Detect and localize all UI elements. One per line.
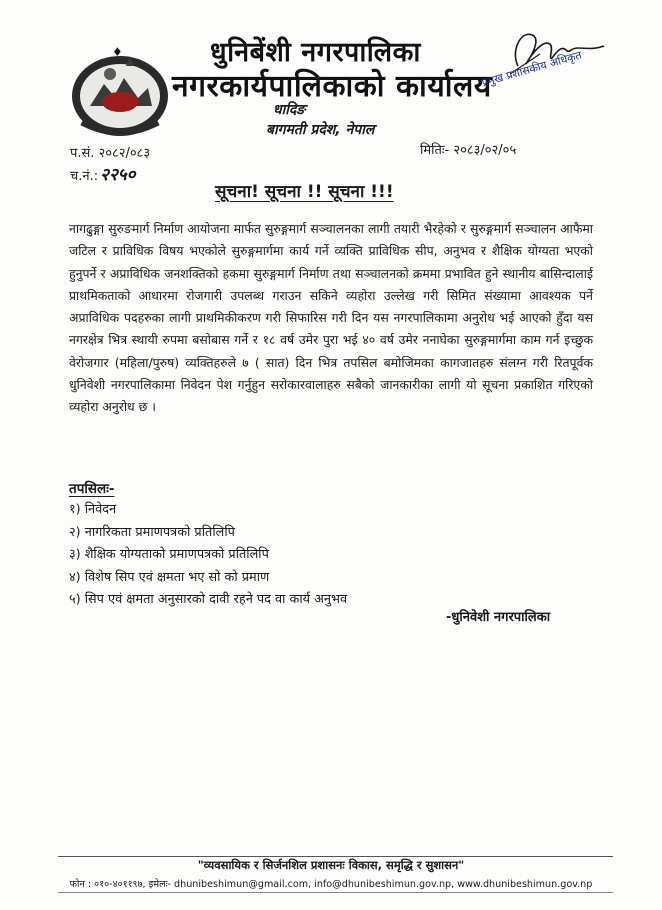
footer-slogan: "व्यवसायिक र सिर्जनशिल प्रशासनः विकास, समृद्धि र सुशासन" [197, 858, 465, 872]
province-name: बागमती प्रदेश, नेपाल [266, 122, 375, 138]
notice-title: सूचना! सूचना !! सूचना !!! [215, 182, 394, 202]
dispatch-label: च.नं.: [70, 169, 99, 184]
notice-date: मितिः- २०८३/०२/०५ [420, 143, 517, 158]
dispatch-value: २२५० [100, 165, 136, 185]
attachments-heading: तपसिलः- [69, 481, 115, 497]
reference-number [70, 143, 150, 161]
svg-text:♦: ♦ [112, 45, 123, 59]
official-stamp: प्रमुख प्रशासकीय अधिकृत [480, 48, 584, 90]
list-item: २) नागरिकता प्रमाणपत्रको प्रतिलिपि [69, 524, 235, 540]
list-item: ४) विशेष सिप एवं क्षमता भए सो को प्रमाण [69, 569, 270, 585]
sign-off: -धुनिवेशी नगरपालिका [446, 610, 551, 625]
attachments-list [69, 499, 347, 612]
nepal-emblem-icon [68, 44, 172, 140]
reference-value: २०८२/०८३ [98, 146, 151, 161]
list-item: ३) शैक्षिक योग्यताको प्रमाणपत्रको प्रतिलिपि [69, 547, 269, 562]
dispatch-number [70, 162, 136, 185]
footer-bottom-divider [58, 892, 613, 893]
list-item: १) निवेदन [69, 502, 117, 517]
list-item: ५) सिप एवं क्षमता अनुसारको दावी रहने पद वा कार्य अनुभव [69, 592, 348, 607]
municipality-name: धुनिबेंशी नगरपालिका [210, 37, 421, 68]
district-name: धादिङ [273, 102, 306, 118]
reference-label: प.सं. [70, 146, 95, 161]
notice-body: नागढुङ्गा सुरुङमार्ग निर्माण आयोजना मार्फत सुरुङ्गमार्ग सञ्चालनका लागी तयारी भैरहेको र सुरुङ्गमार्ग सञ्चालन आफैमा जटिल र प्राविधिक विषय भएकोले सुरुङ्गमार्गमा कार्य गर्ने व्यक्ति प्राविधिक सीप, अनुभव र शैक्षिक योग्यता भएको हुनुपर्ने र अप्राविधिक जनशक्तिको हकमा सुरुङ्गमार्ग निर्माण तथा सञ्चालनको क्रममा प्रभावित हुने स्थानीय बासिन्दालाई प्राथमिकताको आधारमा रोजगारी उपलब्ध गराउन सकिने व्यहोरा उल्लेख गरी सिमित संख्यामा आवश्यक पर्ने अप्राविधिक पदहरुका लागी प्राथमिकीकरण गरी सिफारिस गरी दिन यस नगरपालिकामा अनुरोध भई आएको हुँदा यस नगरक्षेत्र भित्र स्थायी रुपमा बसोबास गर्ने र १८ वर्ष उमेर पुरा भई ४० वर्ष उमेर ननाघेका सुरुङ्गमार्गमा काम गर्न इच्छुक वेरोजगार (महिला/पुरुष) व्यक्तिहरुले ७ ( सात) दिन भित्र तपसिल बमोजिमका कागजातहरु संलग्न गरी रितपूर्वक धुनिवेशी नगरपालिकामा निवेदन पेश गर्नुहुन सरोकारवालाहरु सबैको जानकारीका लागी यो सूचना प्रकाशित गरिएको व्यहोरा अनुरोध छ । [69, 221, 593, 415]
footer-contact: फोन : ०१०-४०११९७, इमेलः- dhunibeshimun@gmail.com, info@dhunibeshimun.gov.np, www.dhunibeshimun.gov.np [69, 879, 593, 890]
office-name: नगरकार्यपालिकाको कार्यालय [172, 69, 492, 104]
footer-divider [58, 856, 613, 857]
